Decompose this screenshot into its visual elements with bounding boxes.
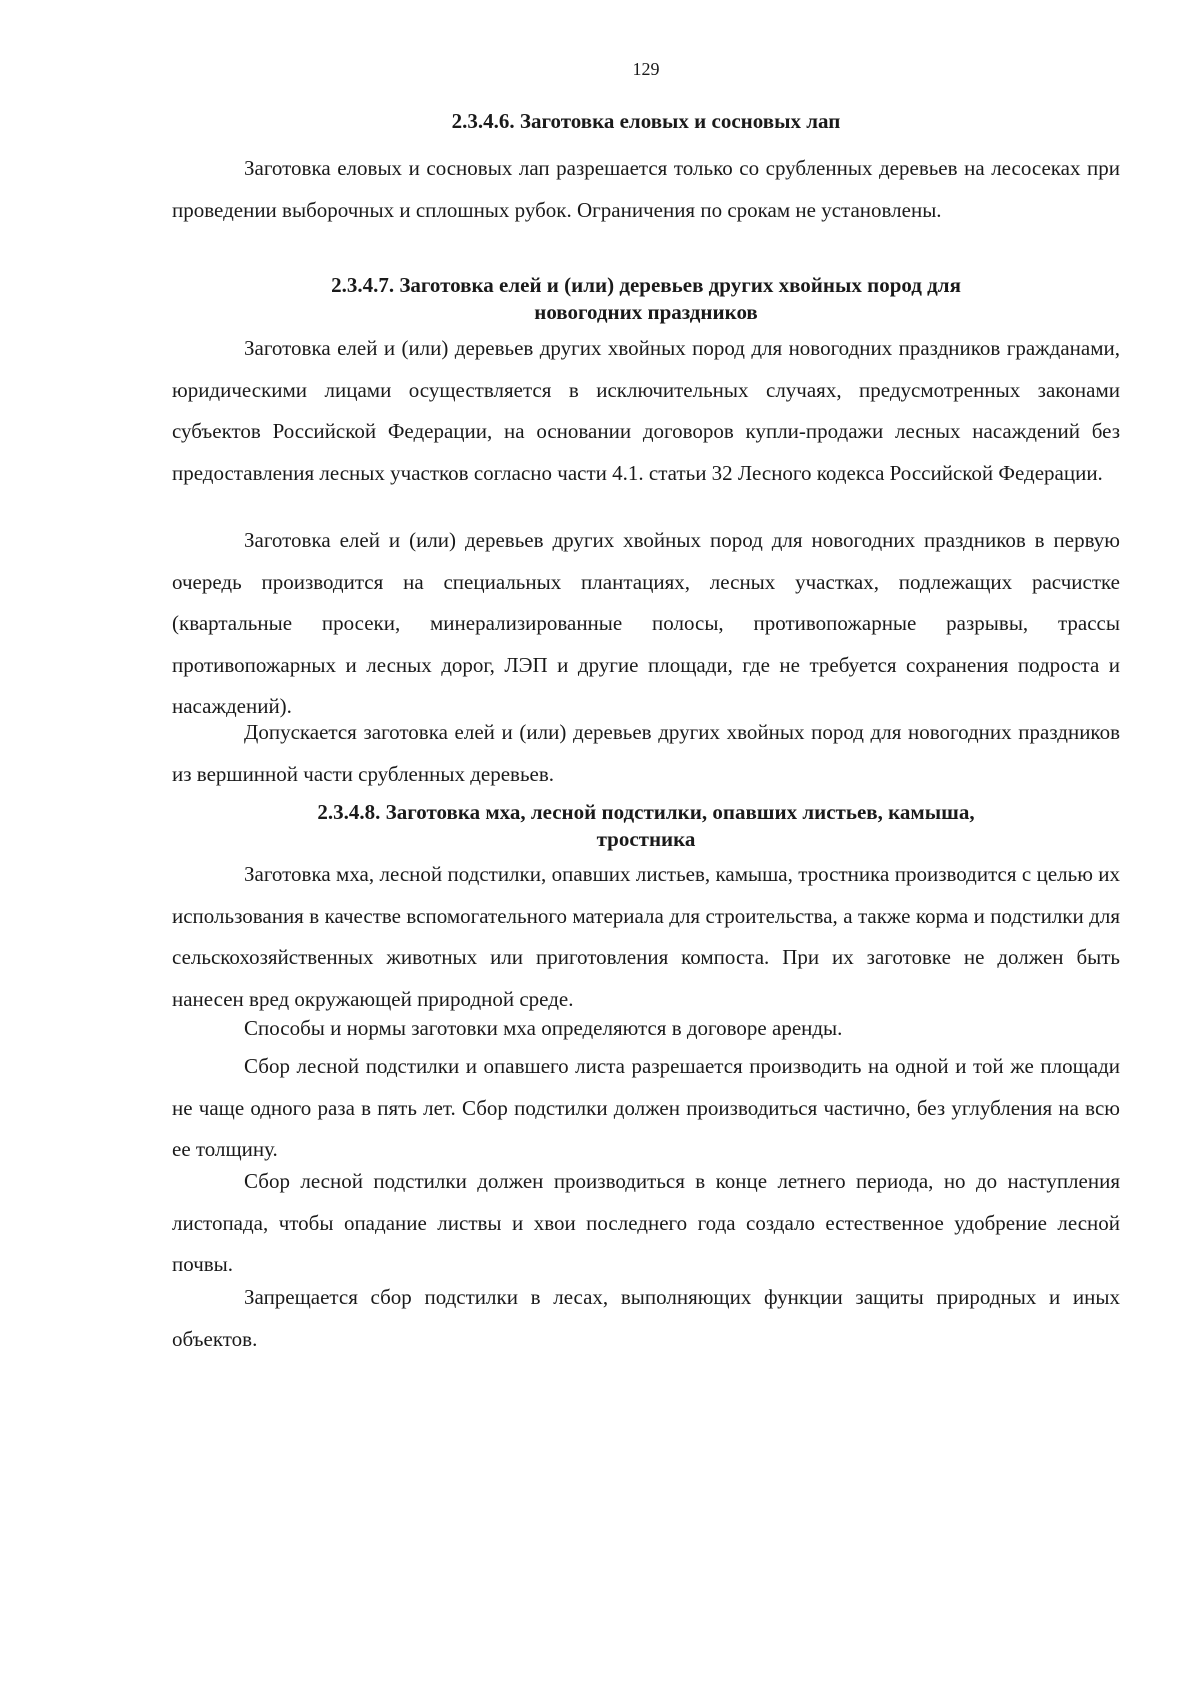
paragraph: Допускается заготовка елей и (или) деревьев других хвойных пород для новогодних праздников из вершинной части срубленных деревьев. xyxy=(172,720,1120,786)
section-heading-2-3-4-6: 2.3.4.6. Заготовка еловых и сосновых лап xyxy=(451,109,841,133)
heading-line: новогодних праздников xyxy=(534,300,758,324)
section-heading-2-3-4-7 xyxy=(172,272,1120,326)
heading-line: 2.3.4.8. Заготовка мха, лесной подстилки, опавших листьев, камыша, xyxy=(317,800,975,824)
section-heading-2-3-4-8 xyxy=(172,799,1120,853)
paragraph: Заготовка мха, лесной подстилки, опавших листьев, камыша, тростника производится с целью их использования в качестве вспомогательного материала для строительства, а также корма и подстилки для сельскохозяйственных животных или приготовления компоста. При их заготовке не должен быть нанесен вред окружающей природной среде. xyxy=(172,862,1120,1011)
paragraph: Заготовка еловых и сосновых лап разрешается только со срубленных деревьев на лесосеках при проведении выборочных и сплошных рубок. Ограничения по срокам не установлены. xyxy=(172,156,1120,222)
paragraph: Способы и нормы заготовки мха определяются в договоре аренды. xyxy=(244,1016,843,1040)
heading-line: тростника xyxy=(596,827,696,851)
paragraph: Сбор лесной подстилки должен производиться в конце летнего периода, но до наступления листопада, чтобы опадание листвы и хвои последнего года создало естественное удобрение лесной почвы. xyxy=(172,1169,1120,1277)
paragraph: Сбор лесной подстилки и опавшего листа разрешается производить на одной и той же площади не чаще одного раза в пять лет. Сбор подстилки должен производиться частично, без углубления на всю ее толщину. xyxy=(172,1054,1120,1162)
heading-line: 2.3.4.7. Заготовка елей и (или) деревьев других хвойных пород для xyxy=(331,273,961,297)
paragraph: Запрещается сбор подстилки в лесах, выполняющих функции защиты природных и иных объектов. xyxy=(172,1285,1120,1351)
paragraph: Заготовка елей и (или) деревьев других хвойных пород для новогодних праздников в первую очередь производится на специальных плантациях, лесных участках, подлежащих расчистке (квартальные просеки, минерализированные полосы, противопожарные разрывы, трассы противопожарных и лесных дорог, ЛЭП и другие площади, где не требуется сохранения подроста и насаждений). xyxy=(172,528,1120,719)
page-number: 129 xyxy=(632,59,660,79)
paragraph: Заготовка елей и (или) деревьев других хвойных пород для новогодних праздников гражданами, юридическими лицами осуществляется в исключительных случаях, предусмотренных законами субъектов Российской Федерации, на основании договоров купли-продажи лесных насаждений без предоставления лесных участков согласно части 4.1. статьи 32 Лесного кодекса Российской Федерации. xyxy=(172,336,1120,485)
